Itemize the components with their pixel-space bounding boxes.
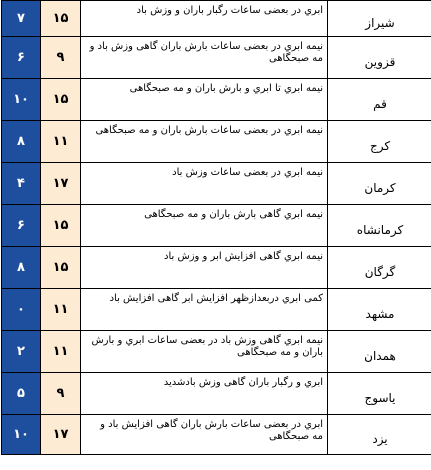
city-cell xyxy=(328,415,431,455)
city-name: یزد xyxy=(372,431,388,446)
table-row xyxy=(2,37,431,79)
description-cell xyxy=(81,247,328,289)
max-temp-cell: ۹ xyxy=(41,373,81,415)
city-cell xyxy=(328,331,431,373)
table-row xyxy=(2,79,431,121)
city-name: کرج xyxy=(369,138,391,153)
table-row xyxy=(2,289,431,331)
description-text: نیمه ابري در بعضی ساعات بارش باران و مه صبحگاهی xyxy=(95,125,323,136)
table-row xyxy=(2,373,431,415)
max-temp-cell: ۱۱ xyxy=(41,289,81,331)
min-temp-cell: ۸ xyxy=(2,121,41,163)
table-row xyxy=(2,121,431,163)
min-temp-cell: ۴ xyxy=(2,163,41,205)
city-name: یاسوج xyxy=(364,390,396,405)
min-temp-cell: ۶ xyxy=(2,37,41,79)
description-text: ابري در بعضی ساعات رگبار باران و وزش باد xyxy=(136,5,323,16)
description-cell xyxy=(81,205,328,247)
city-cell xyxy=(328,247,431,289)
min-temp-cell: ۰ xyxy=(2,289,41,331)
description-cell xyxy=(81,1,328,37)
min-temp-cell: ۱۰ xyxy=(2,79,41,121)
city-cell xyxy=(328,163,431,205)
description-text: ابري و رگبار باران گاهی وزش بادشدید xyxy=(163,377,323,388)
city-name: کرمان xyxy=(364,180,396,195)
table-row xyxy=(2,247,431,289)
max-temp-cell: ۱۷ xyxy=(41,163,81,205)
min-temp-cell: ۷ xyxy=(2,1,41,37)
description-text: نیمه ابري گاهی افزایش ابر و وزش باد xyxy=(164,251,323,262)
min-temp-cell: ۲ xyxy=(2,331,41,373)
description-cell xyxy=(81,331,328,373)
min-temp-cell: ۸ xyxy=(2,247,41,289)
table-row xyxy=(2,1,431,37)
max-temp-cell: ۱۵ xyxy=(41,205,81,247)
description-text: نیمه ابري تا ابري و بارش باران و مه صبحگاهی xyxy=(129,83,323,94)
description-text: ابري در بعضی ساعات بارش باران گاهی افزایش باد و مه صبحگاهی xyxy=(100,419,323,442)
description-cell xyxy=(81,289,328,331)
city-name: گرگان xyxy=(364,264,396,279)
min-temp-cell: ۱۰ xyxy=(2,415,41,455)
table-row xyxy=(2,163,431,205)
city-name: مشهد xyxy=(365,306,395,321)
table-row xyxy=(2,205,431,247)
city-cell xyxy=(328,205,431,247)
description-cell xyxy=(81,37,328,79)
description-text: نیمه ابري گاهی وزش باد در بعضی ساعات ابري و بارش باران و مه صبحگاهی xyxy=(91,335,323,358)
description-text: نیمه ابري در بعضی ساعات بارش باران گاهی وزش باد و مه صبحگاهی xyxy=(89,41,323,64)
city-name: همدان xyxy=(364,348,396,363)
city-cell xyxy=(328,79,431,121)
description-text: کمی ابري دربعدازظهر افزایش ابر گاهی افزایش باد xyxy=(109,293,323,304)
city-cell xyxy=(328,289,431,331)
description-text: نیمه ابري در بعضی ساعات وزش باد xyxy=(172,167,323,178)
city-cell xyxy=(328,37,431,79)
description-cell xyxy=(81,79,328,121)
description-text: نیمه ابري گاهی بارش باران و مه صبحگاهی xyxy=(144,209,323,220)
city-cell xyxy=(328,1,431,37)
description-cell xyxy=(81,373,328,415)
min-temp-cell: ۶ xyxy=(2,205,41,247)
max-temp-cell: ۹ xyxy=(41,37,81,79)
table-row xyxy=(2,415,431,455)
max-temp-cell: ۱۵ xyxy=(41,79,81,121)
city-name: کرمانشاه xyxy=(356,222,404,237)
max-temp-cell: ۱۵ xyxy=(41,247,81,289)
description-cell xyxy=(81,163,328,205)
max-temp-cell: ۱۵ xyxy=(41,1,81,37)
description-cell xyxy=(81,415,328,455)
max-temp-cell: ۱۷ xyxy=(41,415,81,455)
city-name: قم xyxy=(373,96,387,111)
max-temp-cell: ۱۱ xyxy=(41,121,81,163)
city-cell xyxy=(328,121,431,163)
description-cell xyxy=(81,121,328,163)
min-temp-cell: ۵ xyxy=(2,373,41,415)
city-name: شیراز xyxy=(365,15,395,30)
table-row xyxy=(2,331,431,373)
city-cell xyxy=(328,373,431,415)
city-name: قزوین xyxy=(364,54,396,69)
max-temp-cell: ۱۱ xyxy=(41,331,81,373)
weather-forecast-table xyxy=(1,0,431,455)
